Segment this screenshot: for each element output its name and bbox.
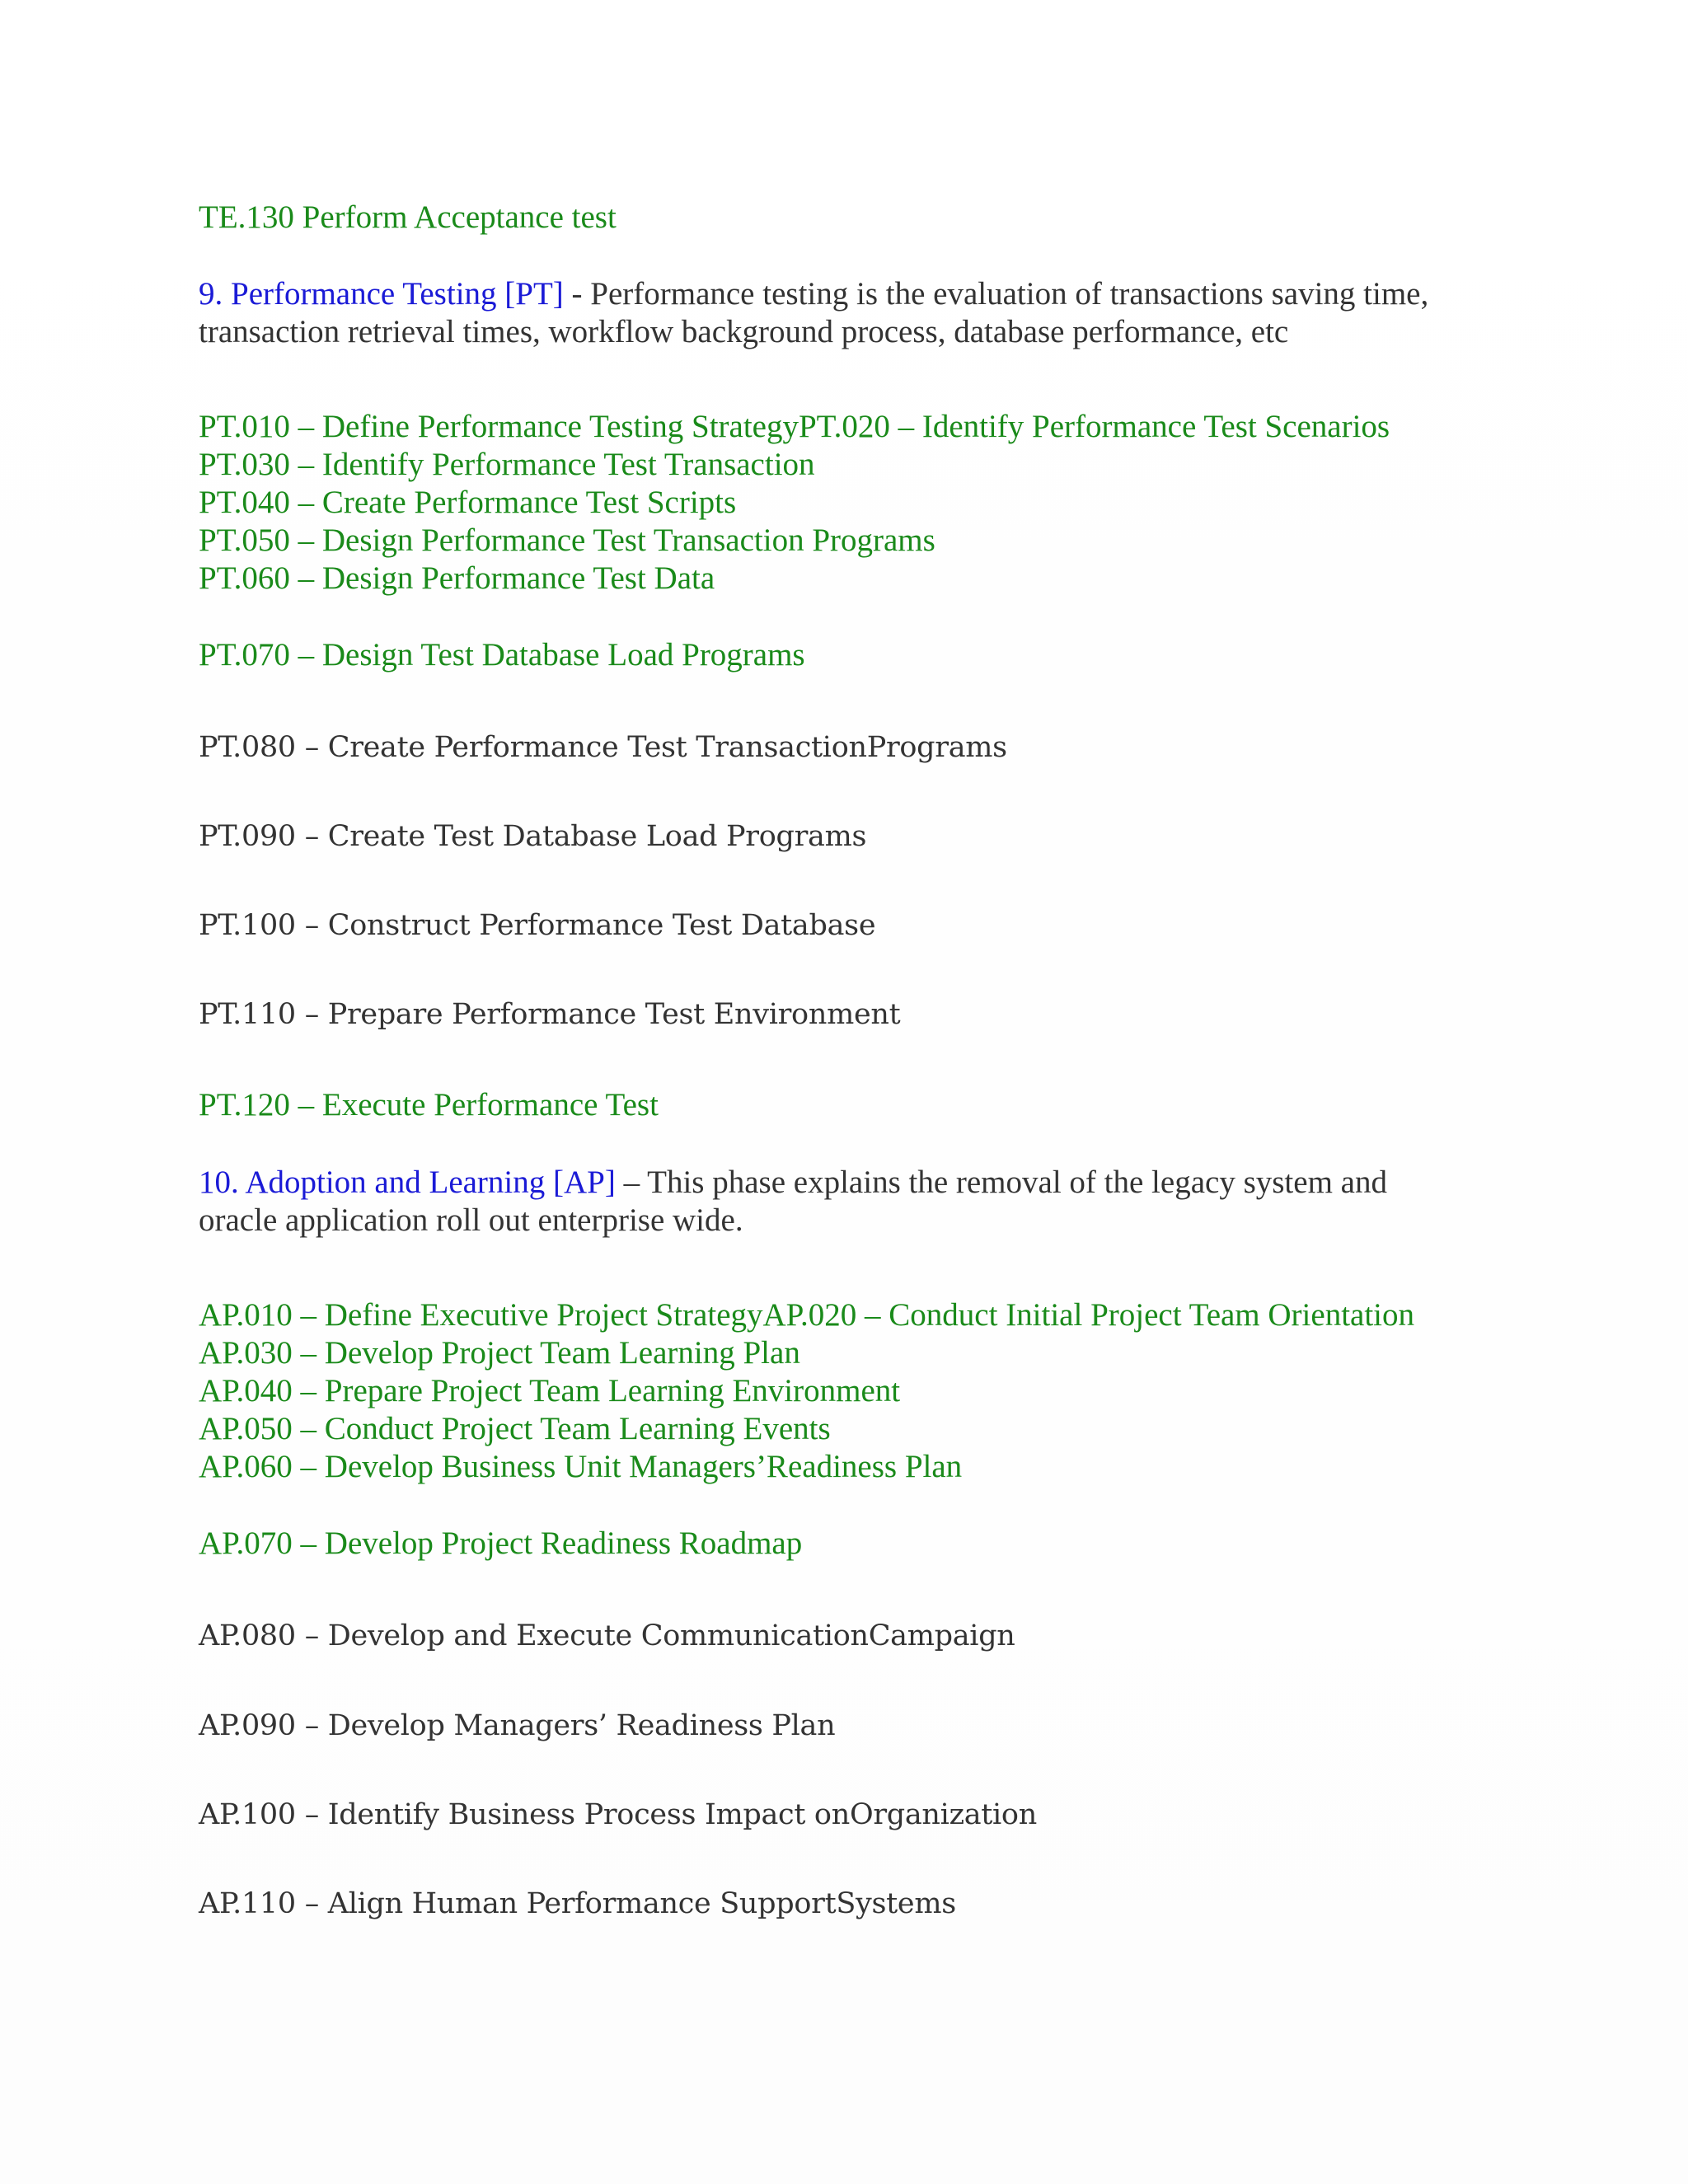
pt-item-050: PT.050 – Design Performance Test Transaction Programs <box>199 523 935 558</box>
ap-section-heading: 10. Adoption and Learning [AP] <box>199 1165 616 1200</box>
pt-item-120: PT.120 – Execute Performance Test <box>199 1087 659 1122</box>
pt-item-040: PT.040 – Create Performance Test Scripts <box>199 485 737 520</box>
ap-item-030: AP.030 – Develop Project Team Learning Plan <box>199 1335 800 1371</box>
ap-item-080: AP.080 – Develop and Execute CommunicationCampaign <box>199 1619 1015 1652</box>
ap-item-060: AP.060 – Develop Business Unit Managers’Readiness Plan <box>199 1449 963 1484</box>
pt-item-100: PT.100 – Construct Performance Test Database <box>199 909 876 942</box>
pt-section-description: - Performance testing is the evaluation of transactions saving time, <box>563 276 1429 312</box>
pt-item-030: PT.030 – Identify Performance Test Transaction <box>199 447 815 482</box>
ap-item-040: AP.040 – Prepare Project Team Learning Environment <box>199 1373 901 1408</box>
pt-section-description-cont: transaction retrieval times, workflow background process, database performance, etc <box>199 314 1289 349</box>
pt-item-070: PT.070 – Design Test Database Load Programs <box>199 637 805 673</box>
ap-section-intro <box>199 1164 1387 1202</box>
pt-section-intro <box>199 275 1428 313</box>
ap-item-110: AP.110 – Align Human Performance SupportSystems <box>199 1887 956 1920</box>
ap-item-090: AP.090 – Develop Managers’ Readiness Plan <box>199 1709 836 1742</box>
te-130-item: TE.130 Perform Acceptance test <box>199 199 617 235</box>
ap-item-050: AP.050 – Conduct Project Team Learning Events <box>199 1411 831 1446</box>
pt-section-heading: 9. Performance Testing [PT] <box>199 276 564 312</box>
pt-item-080: PT.080 – Create Performance Test TransactionPrograms <box>199 731 1007 764</box>
pt-item-090: PT.090 – Create Test Database Load Programs <box>199 820 867 853</box>
ap-section-description: – This phase explains the removal of the legacy system and <box>615 1165 1387 1200</box>
ap-item-100: AP.100 – Identify Business Process Impact onOrganization <box>199 1798 1037 1831</box>
pt-item-110: PT.110 – Prepare Performance Test Environment <box>199 998 901 1031</box>
ap-section-description-cont: oracle application roll out enterprise wide. <box>199 1202 743 1238</box>
pt-item-010-020: PT.010 – Define Performance Testing StrategyPT.020 – Identify Performance Test Scenarios <box>199 409 1390 444</box>
pt-item-060: PT.060 – Design Performance Test Data <box>199 560 715 596</box>
ap-item-070: AP.070 – Develop Project Readiness Roadmap <box>199 1526 803 1561</box>
ap-item-010-020: AP.010 – Define Executive Project StrategyAP.020 – Conduct Initial Project Team Orientation <box>199 1297 1415 1333</box>
